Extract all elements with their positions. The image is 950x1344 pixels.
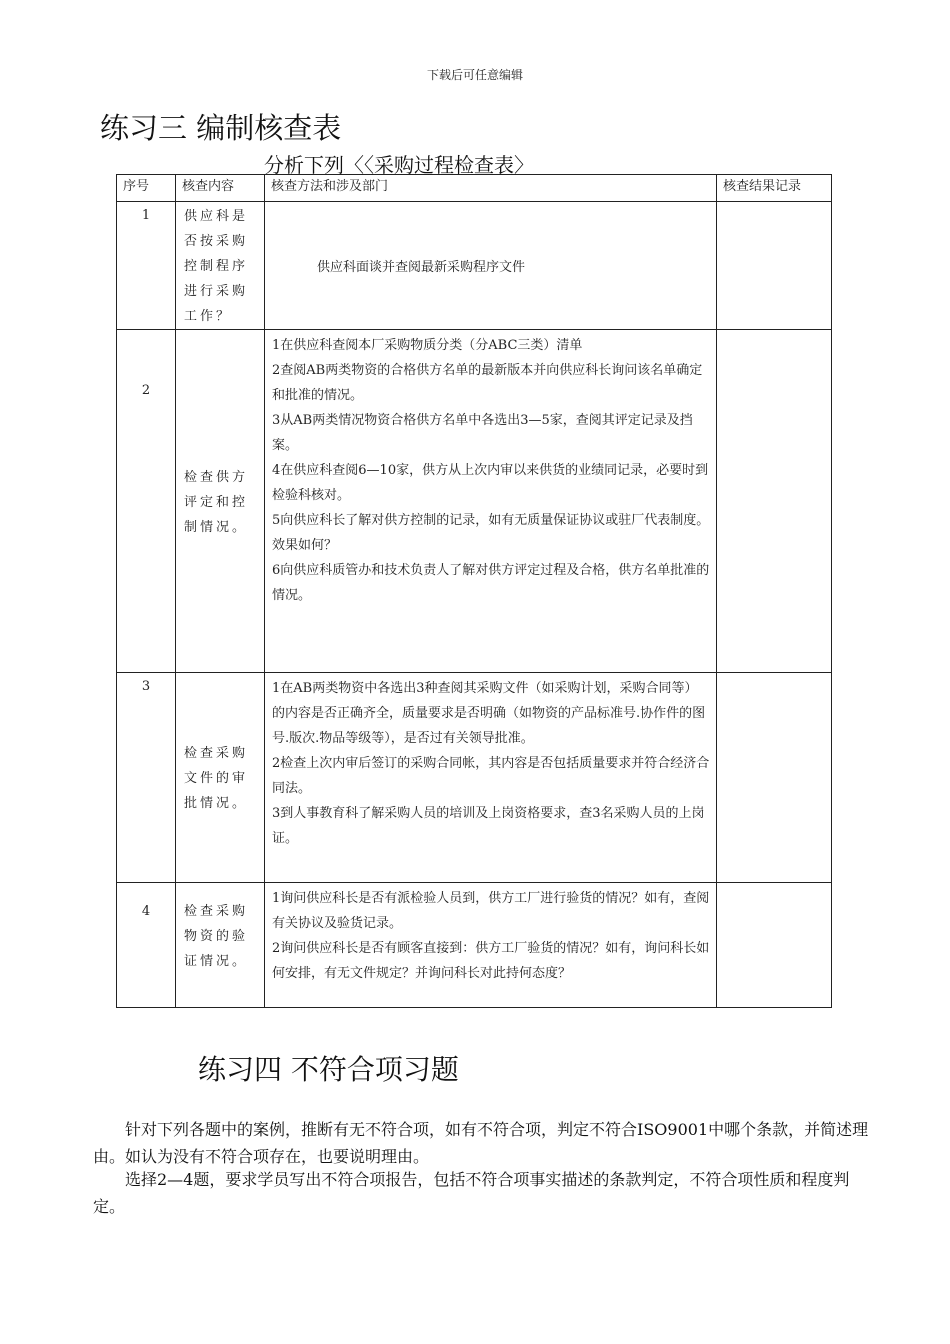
row-number-cell <box>117 330 176 673</box>
method-line: 2查阅AB两类物资的合格供方名单的最新版本并向供应科长询问该名单确定和批准的情况。 <box>272 363 703 403</box>
procurement-checklist-table <box>116 174 832 1008</box>
check-method-cell <box>265 202 717 330</box>
exercise4-paragraph: 针对下列各题中的案例，推断有无不符合项，如有不符合项，判定不符合ISO9001中哪个条款，并简述理由。如认为没有不符合项存在，也要说明理由。 <box>93 1120 869 1166</box>
result-cell <box>717 673 832 883</box>
method-line: 1在AB两类物资中各选出3种查阅其采购文件（如采购计划，采购合同等）的内容是否正确齐全，质量要求是否明确（如物资的产品标准号.协作件的图号.版次.物品等级等），是否过有关领导批准。 <box>272 681 706 746</box>
column-header-item: 核查内容 <box>176 175 265 202</box>
method-line: 2检查上次内审后签订的采购合同帐，其内容是否包括质量要求并符合经济合同法。 <box>272 756 710 796</box>
check-item-cell: 检查供方评定和控制情况。 <box>176 330 265 673</box>
row-number: 3 <box>141 679 151 694</box>
method-line: 2询问供应科长是否有顾客直接到：供方工厂验货的情况？如有，询问科长如何安排，有无文件规定？并询问科长对此持何态度？ <box>272 941 710 981</box>
method-line: 3从AB两类情况物资合格供方名单中各选出3—5家，查阅其评定记录及挡案。 <box>272 413 693 453</box>
row-number: 2 <box>141 383 151 398</box>
result-cell <box>717 883 832 1008</box>
check-method-cell <box>265 330 717 673</box>
table-row <box>117 883 832 1008</box>
check-method-cell <box>265 883 717 1008</box>
exercise4-paragraph: 选择2—4题，要求学员写出不符合项报告，包括不符合项事实描述的条款判定，不符合项性质和程度判定。 <box>93 1170 850 1216</box>
column-header-no: 序号 <box>117 175 176 202</box>
method-line: 1在供应科查阅本厂采购物质分类（分ABC三类）清单 <box>272 338 583 353</box>
result-cell <box>717 330 832 673</box>
check-item-cell: 供应科是否按采购控制程序进行采购工作？ <box>176 202 265 330</box>
row-number-cell <box>117 202 176 330</box>
method-line: 1询问供应科长是否有派检验人员到，供方工厂进行验货的情况？如有，查阅有关协议及验货记录。 <box>272 891 710 931</box>
column-header-result: 核查结果记录 <box>717 175 832 202</box>
table-caption: 分析下列〈〈采购过程检查表〉 <box>264 153 534 177</box>
exercise4-title: 练习四 不符合项习题 <box>198 1053 459 1086</box>
method-line: 6向供应科质管办和技术负责人了解对供方评定过程及合格，供方名单批准的情况。 <box>272 563 710 603</box>
table-row <box>117 673 832 883</box>
result-cell <box>717 202 832 330</box>
exercise3-title: 练习三 编制核查表 <box>100 111 342 145</box>
method-line: 供应科面谈并查阅最新采购程序文件 <box>317 259 526 275</box>
table-row <box>117 330 832 673</box>
check-method-cell <box>265 673 717 883</box>
table-header-row <box>117 175 832 202</box>
row-number: 4 <box>141 904 151 919</box>
row-number: 1 <box>141 208 151 223</box>
column-header-method: 核查方法和涉及部门 <box>265 175 717 202</box>
method-line: 3到人事教育科了解采购人员的培训及上岗资格要求，查3名采购人员的上岗证。 <box>272 806 705 846</box>
table-row <box>117 202 832 330</box>
method-line: 5向供应科长了解对供方控制的记录，如有无质量保证协议或驻厂代表制度。效果如何？ <box>272 513 710 553</box>
page-header-note: 下载后可任意编辑 <box>426 68 523 82</box>
row-number-cell <box>117 673 176 883</box>
check-item-cell: 检查采购物资的验证情况。 <box>176 883 265 1008</box>
method-line: 4在供应科查阅6—10家，供方从上次内审以来供货的业绩同记录，必要时到检验科核对。 <box>272 463 709 503</box>
check-item-cell: 检查采购文件的审批情况。 <box>176 673 265 883</box>
row-number-cell <box>117 883 176 1008</box>
